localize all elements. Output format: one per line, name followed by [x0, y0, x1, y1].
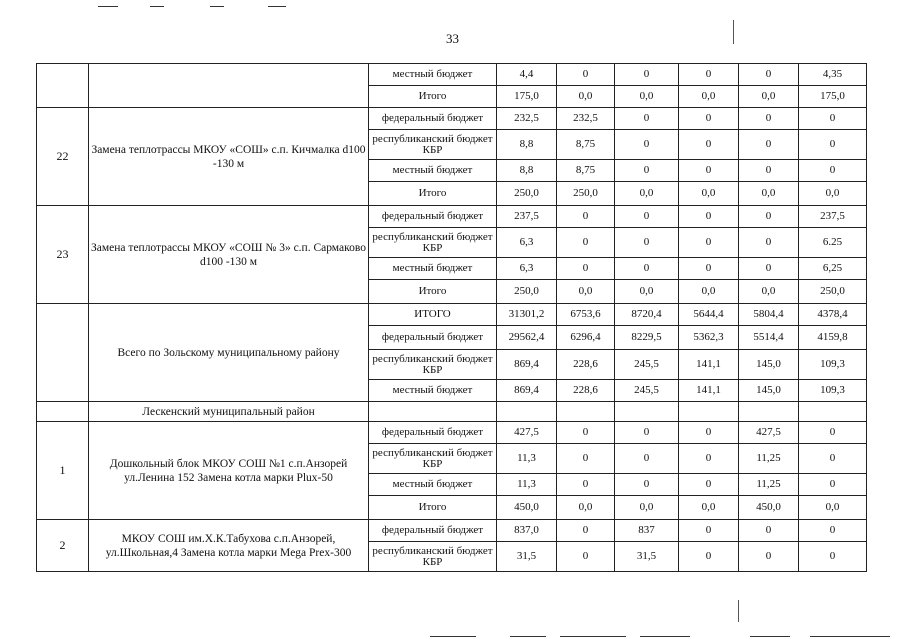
- funding-source: Итого: [369, 86, 497, 108]
- amount-cell: 0,0: [557, 496, 615, 520]
- amount-cell: 0: [557, 542, 615, 572]
- funding-source: ИТОГО: [369, 304, 497, 326]
- amount-cell: 0: [615, 228, 679, 258]
- amount-cell: 0,0: [615, 86, 679, 108]
- table-row: [37, 206, 867, 228]
- amount-cell: 0: [739, 64, 799, 86]
- amount-cell: 450,0: [739, 496, 799, 520]
- amount-cell: 8,8: [497, 160, 557, 182]
- object-name: МКОУ СОШ им.Х.К.Табухова с.п.Анзорей, ул.Школьная,4 Замена котла марки Mega Prex-300: [89, 520, 369, 572]
- amount-cell: 232,5: [497, 108, 557, 130]
- amount-cell: 0: [557, 228, 615, 258]
- amount-cell: 0: [615, 108, 679, 130]
- amount-cell: 31,5: [497, 542, 557, 572]
- amount-cell: 0: [679, 520, 739, 542]
- amount-cell: 0: [615, 206, 679, 228]
- object-name: Лескенский муниципальный район: [89, 402, 369, 422]
- amount-cell: 0: [799, 520, 867, 542]
- funding-source: местный бюджет: [369, 474, 497, 496]
- funding-source: местный бюджет: [369, 64, 497, 86]
- amount-cell: 4159,8: [799, 326, 867, 350]
- amount-cell: 250,0: [557, 182, 615, 206]
- amount-cell: 0: [679, 206, 739, 228]
- amount-cell: 0: [739, 520, 799, 542]
- amount-cell: 250,0: [497, 280, 557, 304]
- amount-cell: 141,1: [679, 350, 739, 380]
- amount-cell: 0,0: [557, 280, 615, 304]
- amount-cell: 0: [557, 206, 615, 228]
- amount-cell: 5514,4: [739, 326, 799, 350]
- amount-cell: 250,0: [497, 182, 557, 206]
- funding-source: Итого: [369, 496, 497, 520]
- table-row: [37, 64, 867, 86]
- amount-cell: 837,0: [497, 520, 557, 542]
- amount-cell: 232,5: [557, 108, 615, 130]
- amount-cell: 0: [799, 130, 867, 160]
- scan-artifact: [750, 636, 790, 637]
- amount-cell: 450,0: [497, 496, 557, 520]
- amount-cell: 0,0: [679, 496, 739, 520]
- amount-cell: 0: [799, 108, 867, 130]
- amount-cell: 0: [799, 542, 867, 572]
- row-number: [37, 304, 89, 402]
- amount-cell: 0: [679, 474, 739, 496]
- amount-cell: 0,0: [615, 280, 679, 304]
- amount-cell: 0: [679, 108, 739, 130]
- amount-cell: 427,5: [497, 422, 557, 444]
- amount-cell: 0,0: [799, 496, 867, 520]
- amount-cell: 0: [679, 228, 739, 258]
- funding-source: местный бюджет: [369, 258, 497, 280]
- amount-cell: 4,4: [497, 64, 557, 86]
- amount-cell: 0: [739, 108, 799, 130]
- amount-cell: 245,5: [615, 380, 679, 402]
- amount-cell: 5804,4: [739, 304, 799, 326]
- amount-cell: 4,35: [799, 64, 867, 86]
- page-number: 33: [446, 31, 459, 46]
- budget-body: [37, 64, 867, 572]
- amount-cell: 0: [679, 444, 739, 474]
- amount-cell: 250,0: [799, 280, 867, 304]
- amount-cell: 0,0: [799, 182, 867, 206]
- amount-cell: 5644,4: [679, 304, 739, 326]
- funding-source: Итого: [369, 280, 497, 304]
- amount-cell: 0: [739, 206, 799, 228]
- amount-cell: 0: [615, 258, 679, 280]
- funding-source: республиканский бюджет КБР: [369, 130, 497, 160]
- amount-cell: 0,0: [739, 280, 799, 304]
- amount-cell: 8,75: [557, 130, 615, 160]
- scan-artifact: [738, 600, 739, 622]
- amount-cell: 0: [557, 258, 615, 280]
- amount-cell: [615, 402, 679, 422]
- amount-cell: 0: [679, 422, 739, 444]
- funding-source: федеральный бюджет: [369, 108, 497, 130]
- amount-cell: 0: [615, 130, 679, 160]
- funding-source: республиканский бюджет КБР: [369, 228, 497, 258]
- amount-cell: 0: [615, 64, 679, 86]
- amount-cell: 837: [615, 520, 679, 542]
- amount-cell: 0: [679, 258, 739, 280]
- amount-cell: 427,5: [739, 422, 799, 444]
- amount-cell: 0: [557, 474, 615, 496]
- amount-cell: 0,0: [557, 86, 615, 108]
- amount-cell: 869,4: [497, 350, 557, 380]
- amount-cell: 0: [557, 64, 615, 86]
- object-name: Всего по Зольскому муниципальному району: [89, 304, 369, 402]
- amount-cell: 0,0: [615, 496, 679, 520]
- amount-cell: 228,6: [557, 350, 615, 380]
- amount-cell: 31,5: [615, 542, 679, 572]
- scan-artifact: [510, 636, 546, 637]
- object-name: [89, 64, 369, 108]
- row-number: 22: [37, 108, 89, 206]
- row-number: [37, 64, 89, 108]
- table-row: [37, 520, 867, 542]
- amount-cell: 4378,4: [799, 304, 867, 326]
- scan-artifact: [210, 6, 224, 7]
- amount-cell: 0,0: [679, 280, 739, 304]
- scan-artifact: [733, 20, 734, 44]
- funding-source: федеральный бюджет: [369, 206, 497, 228]
- amount-cell: 0: [799, 160, 867, 182]
- scan-artifact: [640, 636, 690, 637]
- amount-cell: 0: [557, 422, 615, 444]
- amount-cell: 245,5: [615, 350, 679, 380]
- object-name: Дошкольный блок МКОУ СОШ №1 с.п.Анзорей ул.Ленина 152 Замена котла марки Plux-50: [89, 422, 369, 520]
- amount-cell: 29562,4: [497, 326, 557, 350]
- amount-cell: 0: [557, 444, 615, 474]
- amount-cell: 11,3: [497, 444, 557, 474]
- amount-cell: 0,0: [679, 182, 739, 206]
- budget-table: [36, 63, 867, 572]
- amount-cell: 0,0: [679, 86, 739, 108]
- amount-cell: 8,75: [557, 160, 615, 182]
- amount-cell: [497, 402, 557, 422]
- scan-artifact: [268, 6, 286, 7]
- amount-cell: 0: [679, 64, 739, 86]
- funding-source: местный бюджет: [369, 380, 497, 402]
- amount-cell: 0: [679, 130, 739, 160]
- funding-source: федеральный бюджет: [369, 520, 497, 542]
- amount-cell: 31301,2: [497, 304, 557, 326]
- amount-cell: 0: [615, 444, 679, 474]
- funding-source: Итого: [369, 182, 497, 206]
- amount-cell: 6753,6: [557, 304, 615, 326]
- amount-cell: 0: [615, 422, 679, 444]
- row-number: [37, 402, 89, 422]
- scan-artifact: [150, 6, 164, 7]
- amount-cell: 6,3: [497, 228, 557, 258]
- amount-cell: 237,5: [799, 206, 867, 228]
- amount-cell: 8720,4: [615, 304, 679, 326]
- amount-cell: 869,4: [497, 380, 557, 402]
- amount-cell: 175,0: [497, 86, 557, 108]
- amount-cell: [799, 402, 867, 422]
- funding-source: федеральный бюджет: [369, 422, 497, 444]
- scan-artifact: [560, 636, 626, 637]
- amount-cell: 0: [679, 542, 739, 572]
- amount-cell: 0,0: [739, 182, 799, 206]
- amount-cell: 0: [739, 228, 799, 258]
- amount-cell: 0: [739, 258, 799, 280]
- amount-cell: 0: [799, 422, 867, 444]
- funding-source: республиканский бюджет КБР: [369, 542, 497, 572]
- amount-cell: 0,0: [739, 86, 799, 108]
- scan-artifact: [810, 636, 890, 637]
- amount-cell: 145,0: [739, 350, 799, 380]
- amount-cell: 141,1: [679, 380, 739, 402]
- amount-cell: 109,3: [799, 350, 867, 380]
- table-row: [37, 402, 867, 422]
- amount-cell: 175,0: [799, 86, 867, 108]
- funding-source: [369, 402, 497, 422]
- funding-source: федеральный бюджет: [369, 326, 497, 350]
- amount-cell: 8,8: [497, 130, 557, 160]
- amount-cell: 0: [739, 542, 799, 572]
- amount-cell: 0: [799, 474, 867, 496]
- funding-source: местный бюджет: [369, 160, 497, 182]
- amount-cell: 0: [739, 160, 799, 182]
- amount-cell: 8229,5: [615, 326, 679, 350]
- amount-cell: 0: [615, 474, 679, 496]
- object-name: Замена теплотрассы МКОУ «СОШ» с.п. Кичмалка d100 -130 м: [89, 108, 369, 206]
- scan-artifact: [98, 6, 118, 7]
- table-row: [37, 304, 867, 326]
- amount-cell: 145,0: [739, 380, 799, 402]
- amount-cell: [739, 402, 799, 422]
- amount-cell: 6296,4: [557, 326, 615, 350]
- row-number: 2: [37, 520, 89, 572]
- amount-cell: 0: [739, 130, 799, 160]
- amount-cell: 0,0: [615, 182, 679, 206]
- amount-cell: 0: [679, 160, 739, 182]
- object-name: Замена теплотрассы МКОУ «СОШ № 3» с.п. Сармаково d100 -130 м: [89, 206, 369, 304]
- amount-cell: 0: [799, 444, 867, 474]
- amount-cell: 228,6: [557, 380, 615, 402]
- amount-cell: 6,25: [799, 258, 867, 280]
- table-row: [37, 422, 867, 444]
- scan-artifact: [430, 636, 476, 637]
- amount-cell: [679, 402, 739, 422]
- amount-cell: 237,5: [497, 206, 557, 228]
- row-number: 1: [37, 422, 89, 520]
- table-row: [37, 108, 867, 130]
- funding-source: республиканский бюджет КБР: [369, 444, 497, 474]
- amount-cell: 6.25: [799, 228, 867, 258]
- amount-cell: 0: [615, 160, 679, 182]
- amount-cell: 11,25: [739, 444, 799, 474]
- amount-cell: [557, 402, 615, 422]
- amount-cell: 6,3: [497, 258, 557, 280]
- row-number: 23: [37, 206, 89, 304]
- amount-cell: 5362,3: [679, 326, 739, 350]
- amount-cell: 11,3: [497, 474, 557, 496]
- amount-cell: 11,25: [739, 474, 799, 496]
- amount-cell: 0: [557, 520, 615, 542]
- amount-cell: 109,3: [799, 380, 867, 402]
- funding-source: республиканский бюджет КБР: [369, 350, 497, 380]
